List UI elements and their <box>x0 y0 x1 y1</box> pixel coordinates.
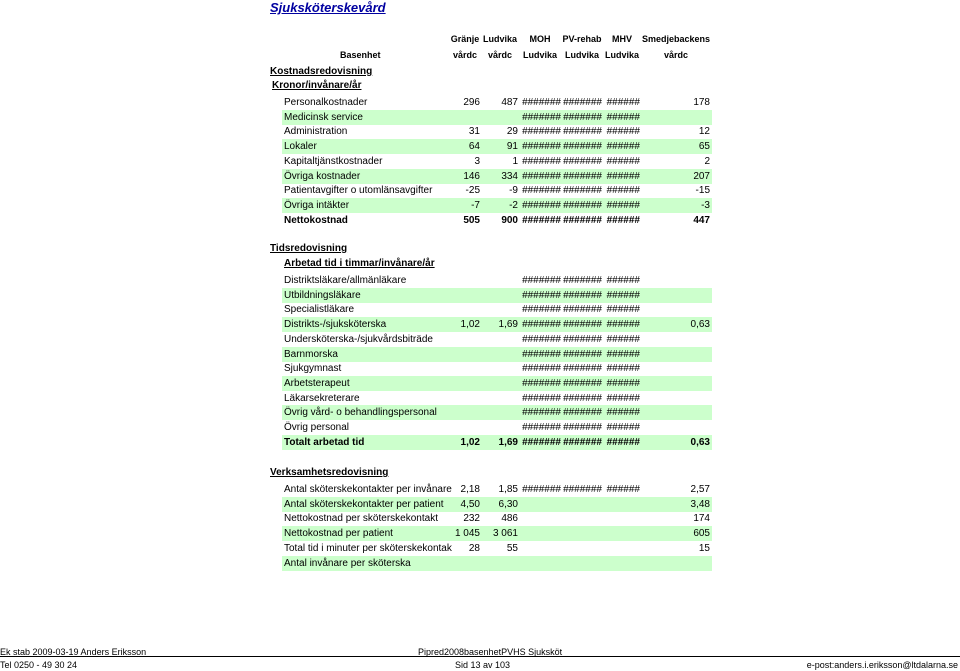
cell-value: 31 <box>468 126 480 138</box>
cell-value: ###### <box>606 422 640 433</box>
table-row <box>282 124 712 139</box>
cell-value: -3 <box>701 199 710 211</box>
cell-value: ####### <box>522 214 561 226</box>
cell-value: 65 <box>698 141 710 153</box>
cell-value: ###### <box>606 126 640 138</box>
cell-value: 1,69 <box>498 319 518 331</box>
cell-value: ###### <box>606 319 640 331</box>
footer-page-number: Sid 13 av 103 <box>455 660 511 670</box>
table-row <box>282 273 712 288</box>
row-label: Distriktsläkare/allmänläkare <box>284 275 407 286</box>
table-row <box>282 376 712 391</box>
row-label: Kapitaltjänstkostnader <box>284 155 383 167</box>
row-label: Administration <box>284 126 348 138</box>
cell-value: ####### <box>563 422 602 433</box>
row-label: Övrig vård- o behandlingspersonal <box>284 407 437 419</box>
cell-value: 447 <box>693 214 710 226</box>
row-label: Lokaler <box>284 141 317 153</box>
column-subheader-0: vårdc <box>452 50 478 60</box>
cell-value: ####### <box>563 319 602 331</box>
cell-value: ####### <box>563 170 602 182</box>
column-subheader-1: vårdc <box>487 50 513 60</box>
subsection-kronor-per-invanare: Kronor/invånare/år <box>272 80 362 91</box>
row-label: Utbildningsläkare <box>284 289 361 301</box>
cell-value: 207 <box>693 170 710 182</box>
table-row <box>282 198 712 213</box>
cell-value: ####### <box>563 377 602 389</box>
section-tidsredovisning: Tidsredovisning <box>270 243 348 254</box>
column-header-0: Gränje <box>450 34 480 44</box>
cell-value: 178 <box>693 97 710 108</box>
cell-value: 1,02 <box>460 436 480 448</box>
cell-value: ####### <box>563 348 602 360</box>
table-row <box>282 420 712 435</box>
cell-value: ####### <box>563 407 602 419</box>
cell-value: ####### <box>522 141 561 153</box>
cell-value: 0,63 <box>690 319 710 331</box>
cell-value: 2 <box>704 155 710 167</box>
column-header-2: MOH <box>529 34 551 44</box>
row-label: Antal sköterskekontakter per patient <box>284 498 444 510</box>
cell-value: 0,63 <box>690 436 710 448</box>
cell-value: 232 <box>463 513 480 525</box>
cell-value: 296 <box>463 97 480 108</box>
cell-value: 1 045 <box>454 528 480 540</box>
cell-value: ###### <box>606 333 640 345</box>
row-label: Total tid i minuter per sköterskekontak <box>284 542 452 554</box>
cell-value: ###### <box>606 348 640 360</box>
table-row <box>282 302 712 317</box>
cell-value: ####### <box>522 348 561 360</box>
cell-value: ####### <box>522 422 561 433</box>
cell-value: ####### <box>563 392 602 404</box>
table-row <box>282 347 712 362</box>
cell-value: -9 <box>509 185 518 197</box>
cell-value: ###### <box>606 377 640 389</box>
cell-value: ####### <box>563 275 602 286</box>
cell-value: -25 <box>465 185 480 197</box>
cell-value: ####### <box>522 126 561 138</box>
cell-value: ####### <box>563 484 602 495</box>
table-row <box>282 169 712 184</box>
table-row <box>282 288 712 303</box>
row-label: Övriga kostnader <box>284 170 361 182</box>
row-label: Medicinsk service <box>284 111 363 123</box>
table-row <box>282 405 712 420</box>
cell-value: 3,48 <box>690 498 710 510</box>
cell-value: 4,50 <box>460 498 480 510</box>
table-row <box>282 183 712 198</box>
cell-value: ####### <box>563 304 602 316</box>
cell-value: 91 <box>506 141 518 153</box>
cell-value: 605 <box>693 528 710 540</box>
cell-value: ###### <box>606 392 640 404</box>
row-label: Patientavgifter o utomlänsavgifter <box>284 185 433 197</box>
section-verksamhetsredovisning: Verksamhetsredovisning <box>270 467 389 478</box>
cell-value: ####### <box>563 436 602 448</box>
column-subheader-2: Ludvika <box>522 50 557 60</box>
section-kostnadsredovisning: Kostnadsredovisning <box>270 66 373 77</box>
footer-phone: Tel 0250 - 49 30 24 <box>0 660 78 670</box>
cell-value: ###### <box>606 363 640 375</box>
column-subheader-4: Ludvika <box>604 50 639 60</box>
cell-value: 1,69 <box>498 436 518 448</box>
column-header-3: PV-rehab <box>562 34 602 44</box>
cell-value: ####### <box>563 199 602 211</box>
cell-value: ####### <box>522 319 561 331</box>
table-row <box>282 511 712 526</box>
cell-value: ###### <box>606 155 640 167</box>
table-row <box>282 497 712 512</box>
column-header-5: Smedjebackens <box>641 34 711 44</box>
cell-value: ###### <box>606 289 640 301</box>
cell-value: 487 <box>501 97 518 108</box>
table-row <box>282 361 712 376</box>
cell-value: ####### <box>563 333 602 345</box>
cell-value: ###### <box>606 214 640 226</box>
cell-value: ####### <box>522 363 561 375</box>
cell-value: 1,85 <box>498 484 518 495</box>
cell-value: 486 <box>501 513 518 525</box>
cell-value: 900 <box>501 214 518 226</box>
cell-value: ####### <box>563 214 602 226</box>
table-row <box>282 317 712 332</box>
cell-value: ###### <box>606 436 640 448</box>
row-label: Antal sköterskekontakter per invånare <box>284 484 452 495</box>
cell-value: ###### <box>606 304 640 316</box>
cell-value: ####### <box>522 377 561 389</box>
basenhet-label: Basenhet <box>340 50 381 60</box>
cell-value: 3 <box>474 155 480 167</box>
table-row <box>282 556 712 571</box>
cell-value: ###### <box>606 185 640 197</box>
table-row <box>282 435 712 450</box>
cell-value: 174 <box>693 513 710 525</box>
cell-value: 6,30 <box>498 498 518 510</box>
row-label: Arbetsterapeut <box>284 377 350 389</box>
cell-value: 2,57 <box>690 484 710 495</box>
row-label: Barnmorska <box>284 348 338 360</box>
cell-value: -2 <box>509 199 518 211</box>
cell-value: 64 <box>468 141 480 153</box>
cell-value: ###### <box>606 170 640 182</box>
cell-value: -15 <box>695 185 710 197</box>
cell-value: ###### <box>606 97 640 108</box>
cell-value: ####### <box>563 363 602 375</box>
cell-value: ####### <box>563 97 602 108</box>
table-row <box>282 541 712 556</box>
cell-value: 12 <box>698 126 710 138</box>
cell-value: ####### <box>563 155 602 167</box>
table-row <box>282 391 712 406</box>
cell-value: 146 <box>463 170 480 182</box>
cell-value: ####### <box>522 392 561 404</box>
cell-value: ###### <box>606 407 640 419</box>
footer-filename: Pipred2008basenhetPVHS Sjuksköt <box>418 647 563 657</box>
row-label: Antal invånare per sköterska <box>284 557 411 569</box>
cell-value: ####### <box>563 111 602 123</box>
cell-value: ####### <box>522 289 561 301</box>
row-label: Sjukgymnast <box>284 363 342 375</box>
page-title: Sjuksköterskevård <box>270 0 386 15</box>
row-label: Övrig personal <box>284 422 350 433</box>
row-label: Undersköterska-/sjukvårdsbiträde <box>284 333 433 345</box>
cell-value: ####### <box>522 407 561 419</box>
cell-value: 2,18 <box>460 484 480 495</box>
cell-value: 55 <box>506 542 518 554</box>
cell-value: ####### <box>522 484 561 495</box>
row-label: Nettokostnad per patient <box>284 528 393 540</box>
table-row <box>282 213 712 228</box>
cell-value: 334 <box>501 170 518 182</box>
row-label: Övriga intäkter <box>284 199 350 211</box>
row-label: Läkarsekreterare <box>284 392 360 404</box>
row-label: Nettokostnad per sköterskekontakt <box>284 513 438 525</box>
cell-value: 1,02 <box>460 319 480 331</box>
table-row <box>282 332 712 347</box>
table-row <box>282 110 712 125</box>
column-subheader-3: Ludvika <box>564 50 599 60</box>
subsection-arbetad-tid: Arbetad tid i timmar/invånare/år <box>284 258 435 269</box>
cell-value: ####### <box>522 199 561 211</box>
table-row <box>282 95 712 110</box>
row-label: Totalt arbetad tid <box>284 436 365 448</box>
cell-value: ###### <box>606 199 640 211</box>
cell-value: ####### <box>563 126 602 138</box>
row-label: Personalkostnader <box>284 97 368 108</box>
cell-value: 28 <box>468 542 480 554</box>
cell-value: ####### <box>522 170 561 182</box>
table-row <box>282 526 712 541</box>
cell-value: ###### <box>606 141 640 153</box>
footer-email: e-post:anders.i.eriksson@ltdalarna.se <box>806 660 958 670</box>
cell-value: -7 <box>471 199 480 211</box>
cell-value: ####### <box>522 304 561 316</box>
table-row <box>282 139 712 154</box>
row-label: Nettokostnad <box>284 214 348 226</box>
column-subheader-5: vårdc <box>663 50 689 60</box>
cell-value: ####### <box>522 185 561 197</box>
table-row <box>282 482 712 497</box>
cell-value: ####### <box>522 111 561 123</box>
cell-value: ####### <box>563 141 602 153</box>
cell-value: 15 <box>698 542 710 554</box>
cell-value: ####### <box>563 289 602 301</box>
cell-value: ####### <box>522 333 561 345</box>
cell-value: ####### <box>522 155 561 167</box>
cell-value: 29 <box>506 126 518 138</box>
cell-value: 505 <box>463 214 480 226</box>
footer-author: Ek stab 2009-03-19 Anders Eriksson <box>0 647 147 657</box>
column-header-4: MHV <box>612 34 632 44</box>
cell-value: ###### <box>606 111 640 123</box>
column-header-1: Ludvika <box>482 34 517 44</box>
cell-value: 1 <box>512 155 518 167</box>
cell-value: ####### <box>522 436 561 448</box>
cell-value: ###### <box>606 484 640 495</box>
cell-value: 3 061 <box>492 528 518 540</box>
row-label: Specialistläkare <box>284 304 355 316</box>
cell-value: ###### <box>606 275 640 286</box>
cell-value: ####### <box>522 275 561 286</box>
cell-value: ####### <box>563 185 602 197</box>
row-label: Distrikts-/sjuksköterska <box>284 319 387 331</box>
table-row <box>282 154 712 169</box>
cell-value: ####### <box>522 97 561 108</box>
